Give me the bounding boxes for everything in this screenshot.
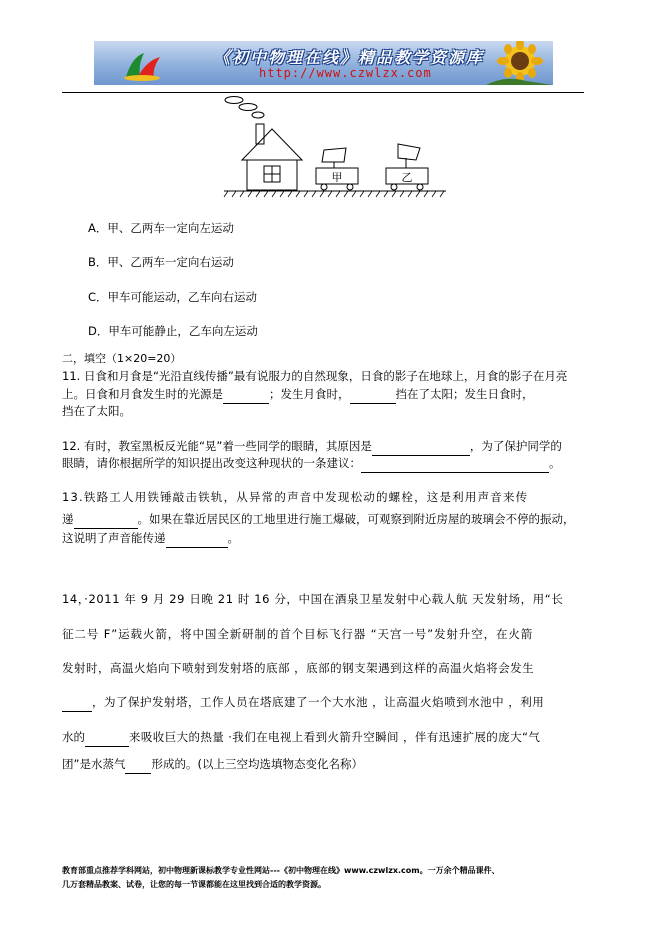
q14-blank-2[interactable]: [85, 733, 129, 747]
q11-text-b: ；发生月食时，: [269, 387, 350, 401]
q14-line3: 发射时，高温火焰向下喷射到发射塔的底部 ，底部的钢支架遇到这样的高温火焰将会发生: [62, 661, 535, 675]
q13-text-a: 递: [62, 512, 74, 526]
option-a: A．甲、乙两车一定向左运动: [88, 221, 234, 235]
footer-line2: 几万套精品教案、试卷，让您的每一节课都能在这里找到合适的教学资源。: [62, 880, 326, 889]
q11-blank-2[interactable]: [350, 390, 396, 404]
motion-figure: [220, 96, 450, 198]
q14-text-b: ，为了保护发射塔，工作人员在塔底建了一个大水池 ，让高温火焰喷到水池中 ，利用: [92, 695, 545, 709]
q12-line2: [62, 453, 561, 473]
header-rule: [62, 92, 584, 93]
header-banner: [94, 41, 553, 85]
q14-text-d: 来吸收巨大的热量 ·我们在电视上看到火箭升空瞬间 ，伴有迅速扩展的庞大“气: [129, 730, 541, 744]
option-c: C．甲车可能运动，乙车向右运动: [88, 290, 258, 304]
option-d: D．甲车可能静止，乙车向左运动: [88, 324, 258, 338]
q14-blank-3[interactable]: [125, 760, 151, 774]
q14-line2: 征二号 F”运载火箭，将中国全新研制的首个目标飞行器 “天宫一号”发射升空，在火箭: [62, 627, 534, 641]
banner-url[interactable]: http://www.czwlzx.com: [259, 66, 432, 80]
q14-text-f: 形成的。(以上三空均选填物态变化名称）: [151, 757, 363, 771]
q14-line1: 14，·2011 年 9 月 29 日晚 21 时 16 分，中国在酒泉卫星发射中心载人航 天发射场，用“长: [62, 592, 564, 606]
q12-text-b: ，为了保护同学的: [469, 439, 562, 453]
q11-text-a: 上。日食和月食发生时的光源是: [62, 387, 223, 401]
cart-jia-label: 甲: [331, 171, 343, 184]
q11-line3: 挡在了太阳。: [62, 404, 131, 418]
q13-line1: 13.铁路工人用铁锤敲击铁轨，从异常的声音中发现松动的螺栓，这是利用声音来传: [62, 490, 529, 504]
q13-line2: [62, 509, 575, 529]
q12-text-d: 。: [549, 456, 561, 470]
footer: [62, 864, 500, 892]
q14-text-e: 团”是水蒸气: [62, 757, 126, 771]
section-heading: 二，填空（1×20=20）: [62, 352, 182, 365]
q11-blank-1[interactable]: [223, 390, 269, 404]
q12-blank-2[interactable]: [361, 459, 549, 473]
q14-line4: [62, 692, 544, 712]
q13-blank-2[interactable]: [166, 534, 228, 548]
q13-line3: [62, 528, 239, 548]
banner-title: 《初中物理在线》精品教学资源库: [214, 48, 485, 67]
q13-text-b: 。如果在靠近居民区的工地里进行施工爆破，可观察到附近房屋的玻璃会不停的振动，: [137, 512, 575, 526]
sunflower-icon: [486, 41, 553, 85]
footer-line1: 教育部重点推荐学科网站，初中物理新课标教学专业性网站---《初中物理在线》www.czwlzx.com。一万余个精品课件、: [62, 866, 500, 875]
logo-icon: [122, 47, 164, 81]
option-b: B．甲、乙两车一定向右运动: [88, 255, 234, 269]
q14-text-c: 水的: [62, 730, 85, 744]
q14-line5: [62, 727, 540, 747]
q11-line2: [62, 384, 534, 404]
q14-blank-1[interactable]: [62, 698, 92, 712]
q11-text-c: 挡在了太阳；发生日食时，: [395, 387, 534, 401]
q14-line6: [62, 754, 363, 774]
q11-line1: 11. 日食和月食是“光沿直线传播”最有说服力的自然现象，日食的影子在地球上，月食的影子在月亮: [62, 369, 568, 383]
cart-yi-label: 乙: [401, 171, 413, 184]
q13-text-d: 。: [227, 531, 239, 545]
q12-text-a: 12. 有时，教室黑板反光能“晃”着一些同学的眼睛，其原因是: [62, 439, 372, 453]
q13-text-c: 这说明了声音能传递: [62, 531, 166, 545]
q13-blank-1[interactable]: [74, 515, 138, 529]
q12-text-c: 眼睛，请你根据所学的知识提出改变这种现状的一条建议：: [62, 456, 361, 470]
